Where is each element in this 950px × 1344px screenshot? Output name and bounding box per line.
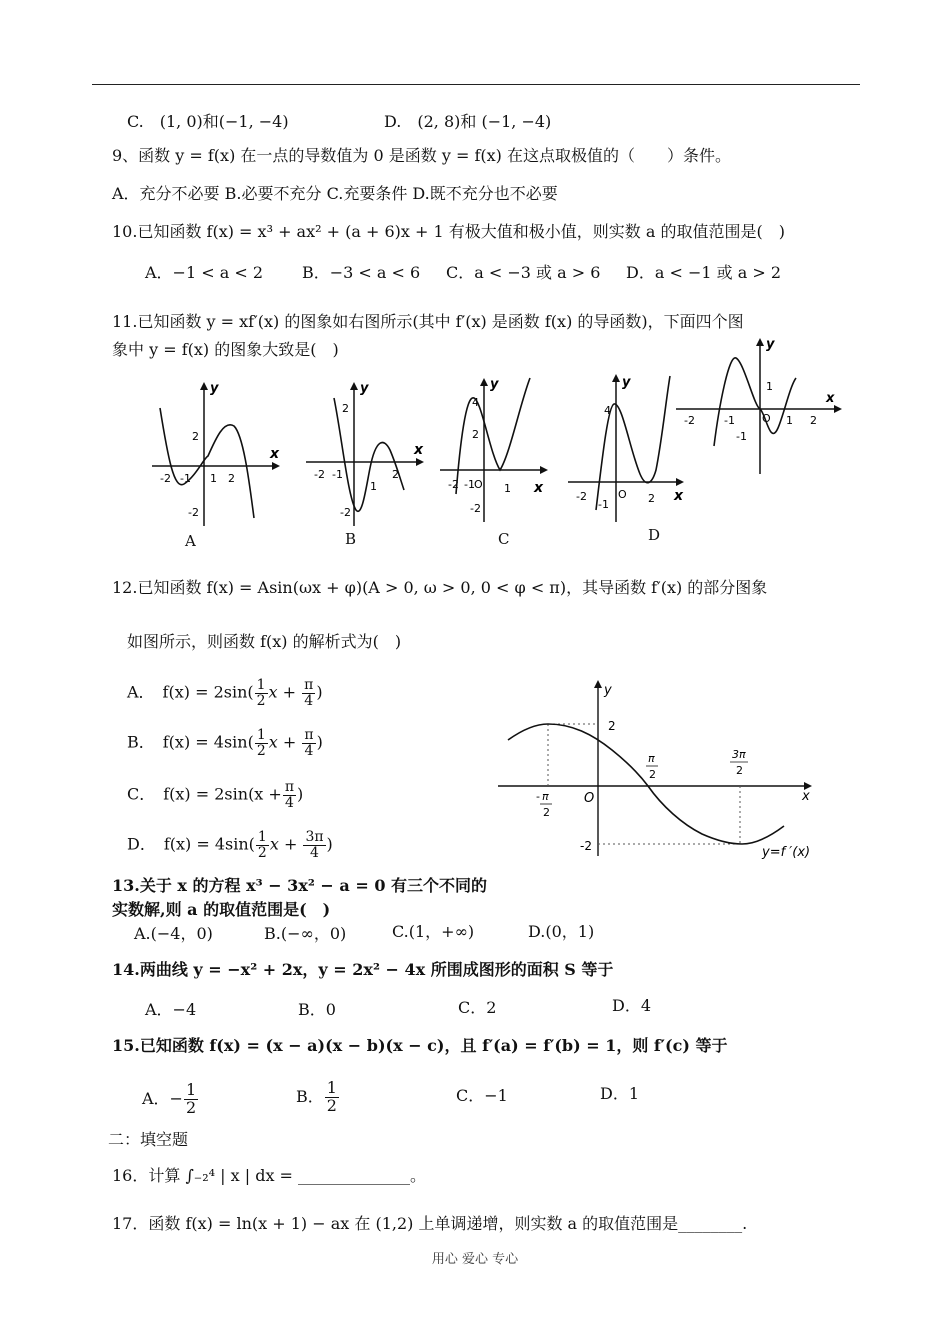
q12-line2: 如图所示，则函数 f(x) 的解析式为( ) <box>127 632 402 651</box>
svg-text:x: x <box>802 789 810 804</box>
svg-text:y: y <box>360 381 369 396</box>
svg-text:y=f ′(x): y=f ′(x) <box>762 845 811 860</box>
svg-text:-1: -1 <box>598 498 609 511</box>
q13-line1: 13.关于 x 的方程 x³ − 3x² − a = 0 有三个不同的 <box>112 876 488 895</box>
svg-text:2: 2 <box>192 430 199 443</box>
svg-text:-2: -2 <box>580 839 592 853</box>
q8-option-d: D. (2, 8)和 (−1, −4) <box>384 112 552 131</box>
q12-derivative-graph <box>492 674 822 864</box>
q15-option-b: B． $\frac{1}{2}$ <box>296 1078 337 1115</box>
svg-text:-2: -2 <box>576 490 587 503</box>
q12-option-a: A． f(x) = 2sin( $\frac{1}{2}$ x + $\frac{\pi}{4}$ ) <box>127 677 323 709</box>
header-rule <box>92 84 860 85</box>
q11-graph-b <box>304 378 429 528</box>
q15-option-a: A．− $\frac{1}{2}$ <box>142 1080 197 1117</box>
q13-option-b: B.(−∞，0) <box>264 924 347 943</box>
svg-text:2: 2 <box>810 414 817 427</box>
q11-label-c: C <box>498 530 510 548</box>
q11-label-d: D <box>648 526 661 544</box>
q13-option-c: C.(1，+∞) <box>392 922 475 941</box>
svg-text:2: 2 <box>648 492 655 505</box>
q11-line2: 象中 y = f(x) 的图象大致是( ) <box>112 340 339 359</box>
svg-text:1: 1 <box>210 472 217 485</box>
section-fill-in-title: 二：填空题 <box>108 1130 189 1149</box>
svg-text:3π: 3π <box>732 748 746 761</box>
svg-text:y: y <box>210 381 219 396</box>
q12-option-d: D． f(x) = 4sin( $\frac{1}{2}$ x + $\frac{3\pi}{4}$ ) <box>127 829 333 861</box>
svg-text:y: y <box>490 377 499 392</box>
svg-text:1: 1 <box>766 380 773 393</box>
svg-text:π: π <box>542 790 549 803</box>
q12-option-b: B． f(x) = 4sin( $\frac{1}{2}$ x + $\frac{\pi}{4}$ ) <box>127 727 323 759</box>
svg-text:1: 1 <box>786 414 793 427</box>
svg-text:x: x <box>534 480 544 496</box>
svg-text:2: 2 <box>392 468 399 481</box>
q10-option-a: A．−1 < a < 2 <box>145 263 264 282</box>
q11-label-a: A <box>185 532 196 550</box>
q10-option-d: D．a < −1 或 a > 2 <box>626 263 782 282</box>
svg-text:O: O <box>762 412 771 425</box>
svg-text:O: O <box>474 478 483 491</box>
q15-stem: 15.已知函数 f(x) = (x − a)(x − b)(x − c)，且 f′(a) = f′(b) = 1，则 f′(c) 等于 <box>112 1036 728 1055</box>
q10-option-c: C．a < −3 或 a > 6 <box>446 263 601 282</box>
svg-text:-: - <box>536 790 540 803</box>
svg-text:2: 2 <box>472 428 479 441</box>
page-footer: 用心 爱心 专心 <box>431 1252 519 1267</box>
svg-text:1: 1 <box>504 482 511 495</box>
q13-line2: 实数解,则 a 的取值范围是( ) <box>112 900 331 919</box>
svg-text:-1: -1 <box>464 478 475 491</box>
svg-text:2: 2 <box>543 806 550 819</box>
svg-text:π: π <box>648 752 655 765</box>
svg-text:y: y <box>622 375 631 390</box>
svg-text:x: x <box>826 391 835 406</box>
svg-text:-2: -2 <box>314 468 325 481</box>
svg-text:2: 2 <box>342 402 349 415</box>
q14-option-b: B．0 <box>298 1000 336 1019</box>
q17: 17．函数 f(x) = ln(x + 1) − ax 在 (1,2) 上单调递增，则实数 a 的取值范围是________. <box>112 1214 748 1233</box>
q15-option-d: D．1 <box>600 1084 640 1103</box>
q11-label-b: B <box>345 530 357 548</box>
svg-text:-1: -1 <box>724 414 735 427</box>
svg-text:-2: -2 <box>340 506 351 519</box>
svg-text:x: x <box>674 488 684 504</box>
q12-option-c: C． f(x) = 2sin(x + $\frac{\pi}{4}$ ) <box>127 779 304 811</box>
q9-options: A．充分不必要 B.必要不充分 C.充要条件 D.既不充分也不必要 <box>112 184 558 203</box>
svg-text:-1: -1 <box>332 468 343 481</box>
svg-text:-2: -2 <box>448 478 459 491</box>
q11-line1: 11.已知函数 y = xf′(x) 的图象如右图所示(其中 f′(x) 是函数 f(x) 的导函数)，下面四个图 <box>112 312 744 331</box>
q9-stem: 9、函数 y = f(x) 在一点的导数值为 0 是函数 y = f(x) 在这点取极值的（ ）条件。 <box>112 146 731 165</box>
q14-option-c: C．2 <box>458 998 497 1017</box>
q13-option-d: D.(0，1) <box>528 922 595 941</box>
svg-text:2: 2 <box>649 768 656 781</box>
svg-text:-2: -2 <box>160 472 171 485</box>
q14-option-d: D．4 <box>612 996 652 1015</box>
svg-text:2: 2 <box>228 472 235 485</box>
svg-text:4: 4 <box>604 404 611 417</box>
q14-option-a: A．−4 <box>145 1000 197 1019</box>
svg-text:y: y <box>766 337 775 352</box>
q10-stem: 10.已知函数 f(x) = x³ + ax² + (a + 6)x + 1 有极大值和极小值，则实数 a 的取值范围是( ) <box>112 222 785 241</box>
q15-option-c: C．−1 <box>456 1086 508 1105</box>
q13-option-a: A.(−4，0) <box>134 924 213 943</box>
q11-graph-a <box>150 378 285 528</box>
q11-graph-c <box>438 374 553 524</box>
svg-text:1: 1 <box>370 480 377 493</box>
q12-line1: 12.已知函数 f(x) = Asin(ωx + φ)(A > 0, ω > 0, 0 < φ < π)，其导函数 f′(x) 的部分图象 <box>112 578 768 597</box>
svg-text:x: x <box>414 442 424 458</box>
svg-text:2: 2 <box>608 719 616 733</box>
q10-option-b: B．−3 < a < 6 <box>302 263 421 282</box>
q11-reference-graph <box>674 336 844 476</box>
svg-text:x: x <box>270 446 280 462</box>
q8-option-c: C. (1, 0)和(−1, −4) <box>127 112 289 131</box>
svg-text:O: O <box>618 488 627 501</box>
q14-stem: 14.两曲线 y = −x² + 2x，y = 2x² − 4x 所围成图形的面积 S 等于 <box>112 960 614 979</box>
svg-text:O: O <box>584 791 595 806</box>
svg-text:-2: -2 <box>188 506 199 519</box>
svg-text:y: y <box>604 683 612 698</box>
svg-text:-2: -2 <box>684 414 695 427</box>
svg-text:-1: -1 <box>736 430 747 443</box>
svg-text:-2: -2 <box>470 502 481 515</box>
q16: 16．计算 ∫₋₂⁴ | x | dx = ______________。 <box>112 1166 427 1185</box>
svg-text:-1: -1 <box>180 472 191 485</box>
svg-text:2: 2 <box>736 764 743 777</box>
q11-graph-d <box>566 370 691 525</box>
svg-text:4: 4 <box>472 396 479 409</box>
